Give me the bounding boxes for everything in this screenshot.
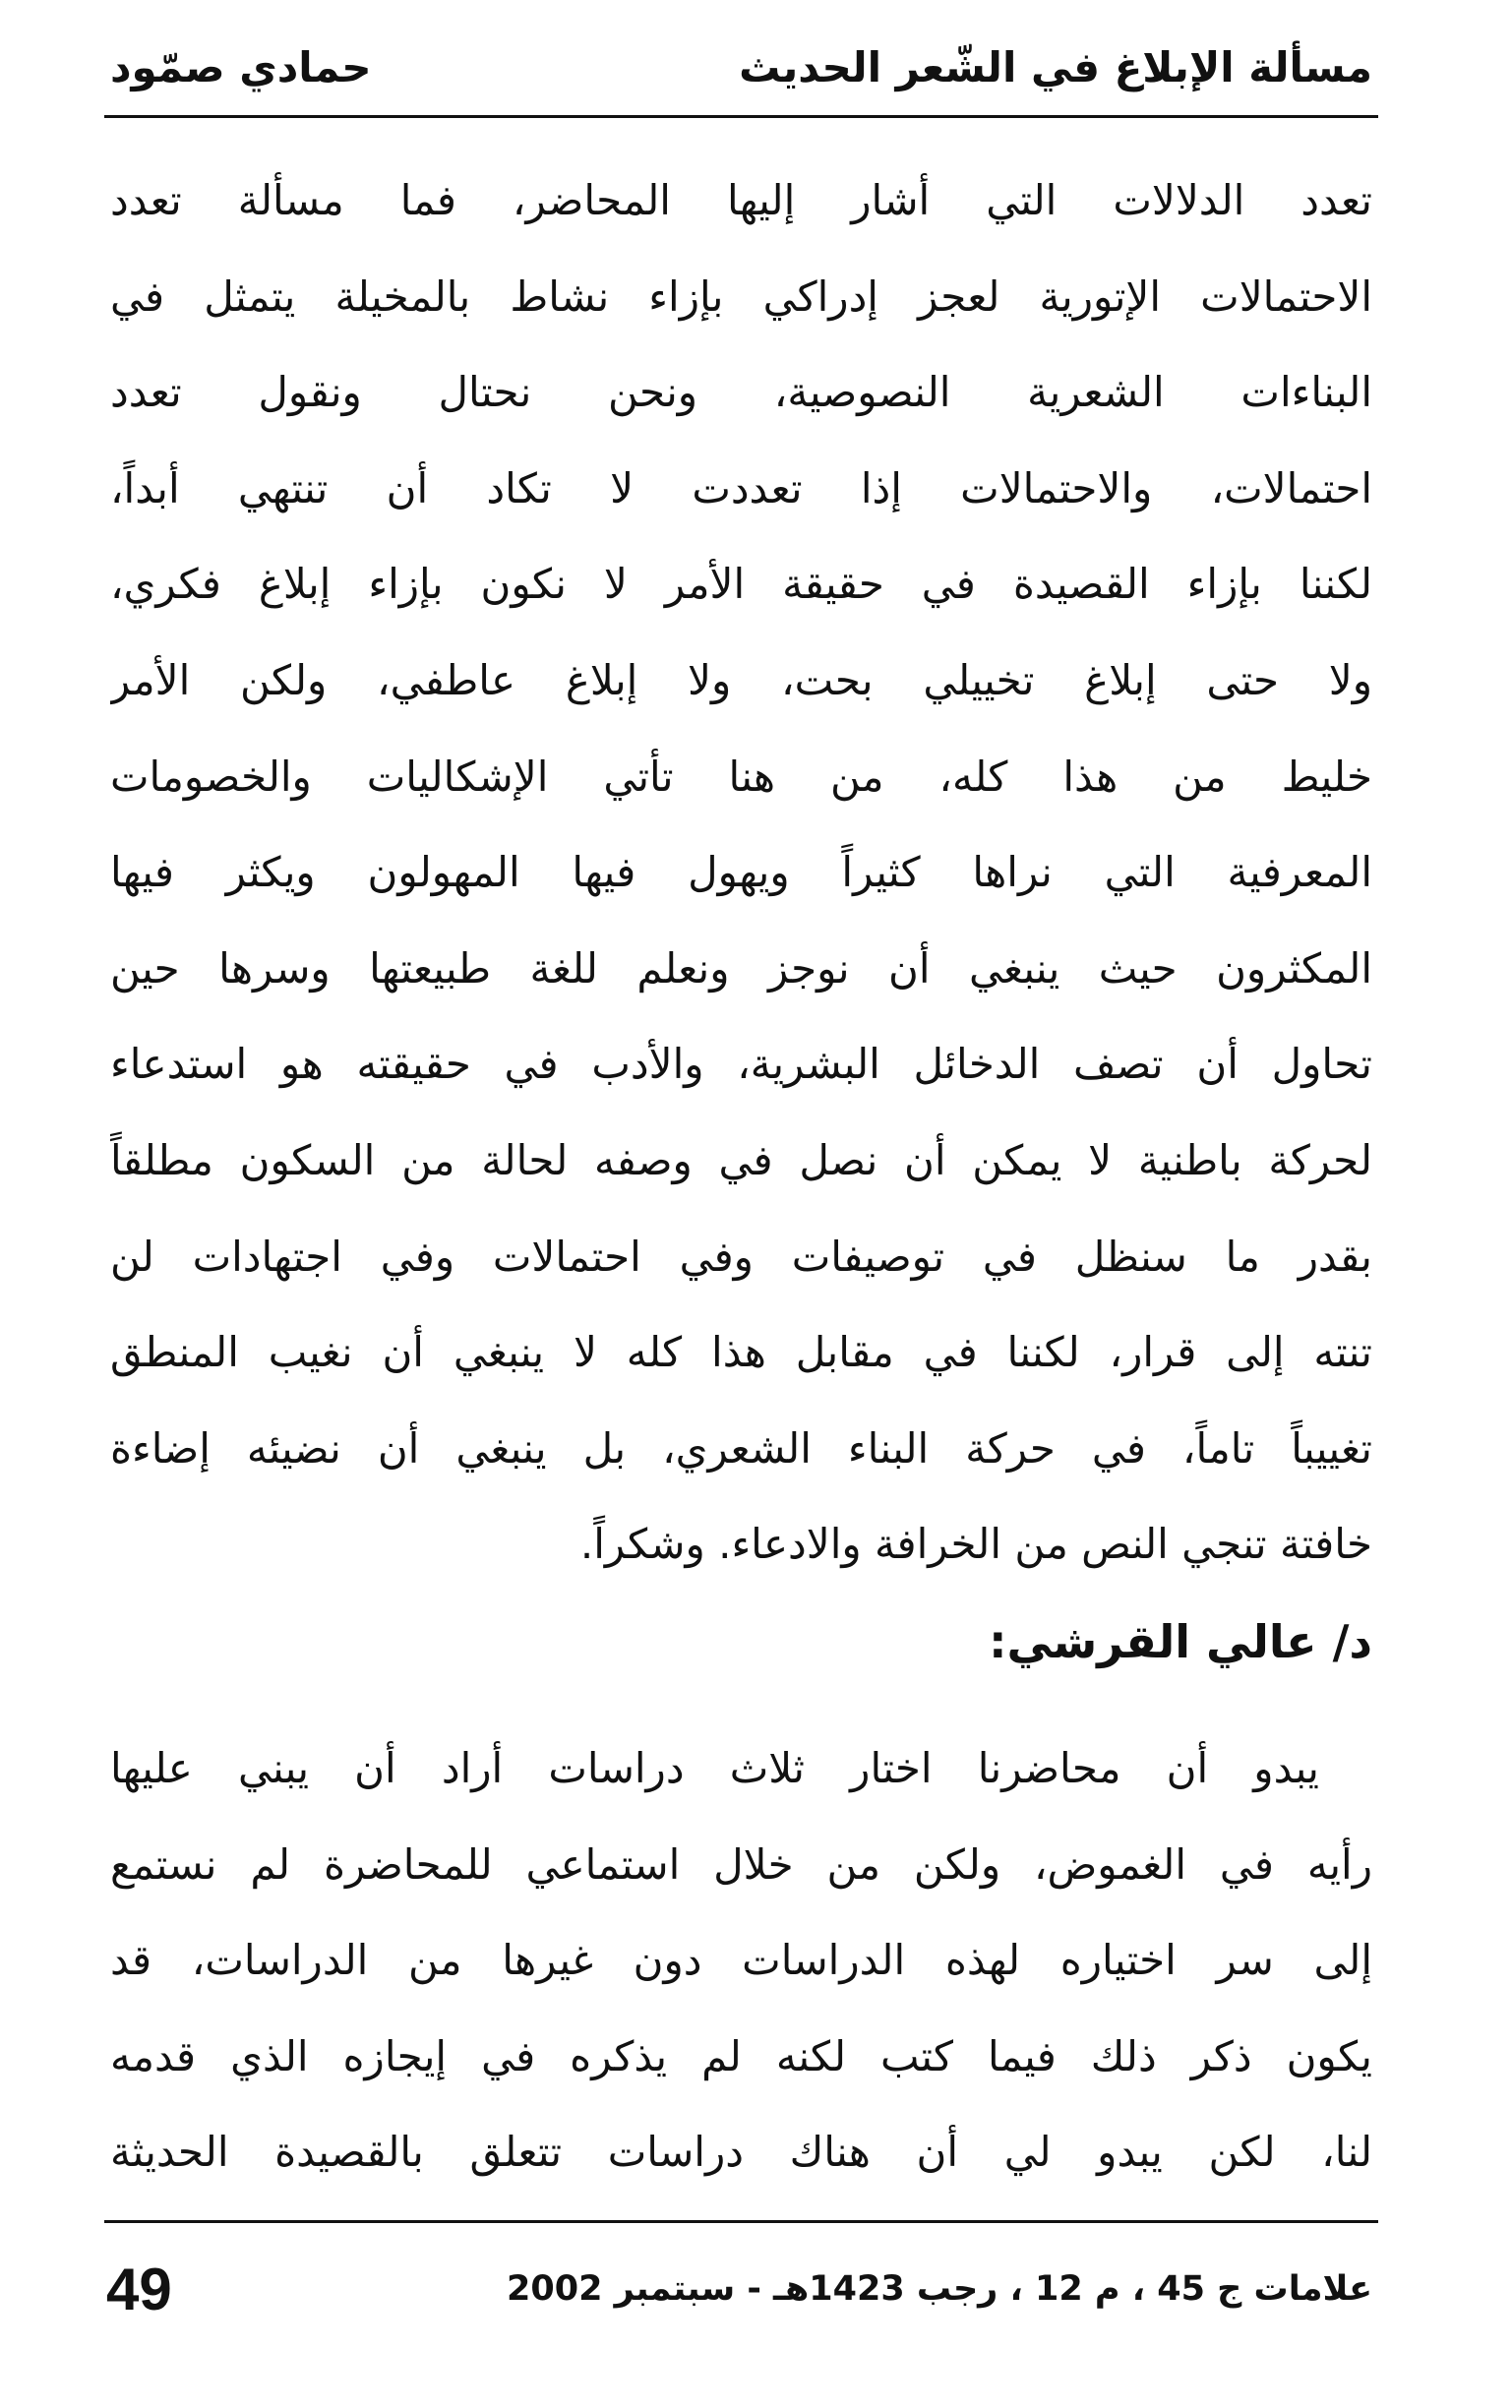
paragraph-2 bbox=[110, 1720, 1372, 2200]
text-line: تحاول أن تصف الدخائل البشرية، والأدب في حقيقته هو استدعاء bbox=[110, 1040, 1372, 1089]
text-line: خليط من هذا كله، من هنا تأتي الإشكاليات والخصومات bbox=[110, 752, 1372, 801]
text-line: لنا، لكن يبدو لي أن هناك دراسات تتعلق بالقصيدة الحديثة bbox=[110, 2128, 1372, 2177]
text-line: تعدد الدلالات التي أشار إليها المحاضر، فما مسألة تعدد bbox=[110, 176, 1372, 224]
text-line: رأيه في الغموض، ولكن من خلال استماعي للمحاضرة لم نستمع bbox=[110, 1839, 1372, 1889]
article-title: مسألة الإبلاغ في الشّعر الحديث bbox=[739, 43, 1372, 91]
header-rule bbox=[104, 115, 1378, 118]
text-line-first: يبدو أن محاضرنا اختار ثلاث دراسات أراد أن يبني عليها bbox=[110, 1744, 1319, 1792]
text-line: المعرفية التي نراها كثيراً ويهول فيها المهولون ويكثر فيها bbox=[110, 848, 1372, 897]
text-line: احتمالات، والاحتمالات إذا تعددت لا تكاد أن تنتهي أبداً، bbox=[110, 463, 1372, 512]
author-name: حمادي صمّود bbox=[110, 43, 372, 91]
journal-issue-info: علامات ج 45 ، م 12 ، رجب 1423هـ - سبتمبر 2002 bbox=[507, 2269, 1372, 2309]
text-line: المكثرون حيث ينبغي أن نوجز ونعلم للغة طبيعتها وسرها حين bbox=[110, 943, 1372, 993]
text-line: بقدر ما سنظل في توصيفات وفي احتمالات وفي اجتهادات لن bbox=[110, 1232, 1372, 1281]
text-line: لحركة باطنية لا يمكن أن نصل في وصفه لحالة من السكون مطلقاً bbox=[110, 1135, 1372, 1184]
speaker-heading: د/ عالي القرشي: bbox=[989, 1615, 1372, 1668]
page-number: 49 bbox=[106, 2256, 172, 2322]
running-header bbox=[110, 37, 1372, 98]
text-line: الاحتمالات الإتورية لعجز إدراكي بإزاء نشاط بالمخيلة يتمثل في bbox=[110, 271, 1372, 321]
text-line: البناءات الشعرية النصوصية، ونحن نحتال ونقول تعدد bbox=[110, 368, 1372, 417]
page-footer bbox=[106, 2255, 1372, 2323]
text-line: تغييباً تاماً، في حركة البناء الشعري، بل ينبغي أن نضيئه إضاءة bbox=[110, 1423, 1372, 1473]
paragraph-1 bbox=[110, 152, 1372, 1593]
text-line: ولا حتى إبلاغ تخييلي بحت، ولا إبلاغ عاطفي، ولكن الأمر bbox=[110, 655, 1372, 704]
text-line: إلى سر اختياره لهذه الدراسات دون غيرها من الدراسات، قد bbox=[110, 1936, 1372, 1985]
text-line: يكون ذكر ذلك فيما كتب لكنه لم يذكره في إيجازه الذي قدمه bbox=[110, 2031, 1372, 2080]
text-line: لكننا بإزاء القصيدة في حقيقة الأمر لا نكون بإزاء إبلاغ فكري، bbox=[110, 560, 1372, 609]
footer-rule bbox=[104, 2220, 1378, 2223]
text-line: تنته إلى قرار، لكننا في مقابل هذا كله لا ينبغي أن نغيب المنطق bbox=[110, 1328, 1372, 1377]
text-line-last: خافتة تنجي النص من الخرافة والادعاء. وشكراً. bbox=[579, 1520, 1372, 1569]
